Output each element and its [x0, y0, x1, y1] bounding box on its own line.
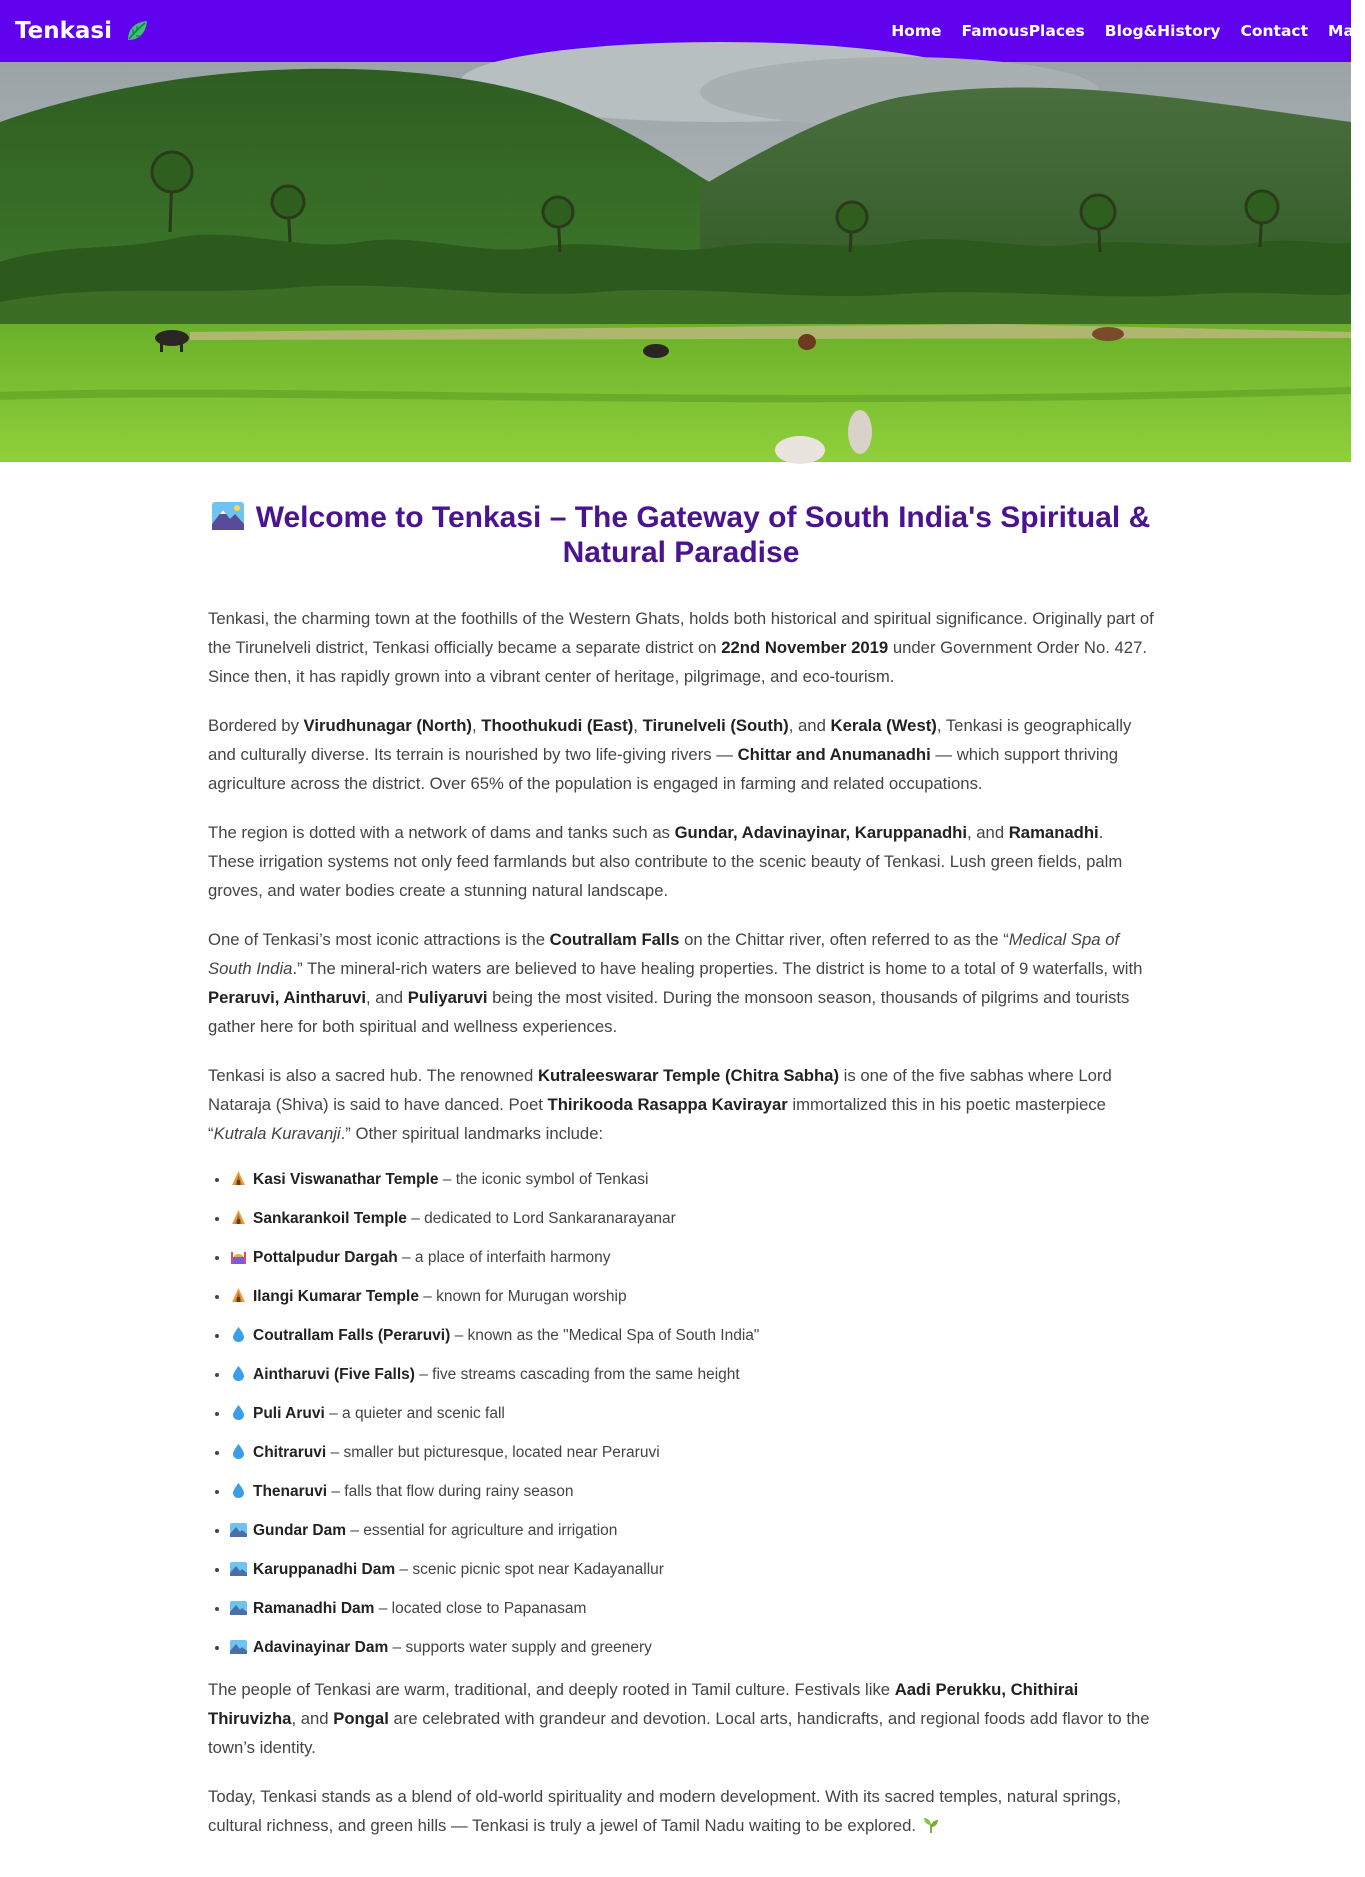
- temple-icon: [230, 1209, 247, 1226]
- temples-paragraph: Tenkasi is also a sacred hub. The renowned Kutraleeswarar Temple (Chitra Sabha) is one of the five sabhas where Lord Nataraja (Shiva) is said to have danced. Poet Thirikooda Rasappa Kavirayar immortalized this in his poetic masterpiece “Kutrala Kuravanji.” Other spiritual landmarks include:: [208, 1066, 1112, 1143]
- nav-blog-history[interactable]: Blog&History: [1104, 22, 1221, 40]
- list-item: • Gundar Dam – essential for agriculture and irrigation: [230, 1519, 1154, 1542]
- landscape-icon: [230, 1521, 247, 1538]
- closing-paragraph: Today, Tenkasi stands as a blend of old-world spirituality and modern development. With its sacred temples, natural springs, cultural richness, and green hills — Tenkasi is truly a jewel of Tamil Nadu waiting to be explored.: [208, 1787, 1122, 1835]
- droplet-icon: [230, 1326, 247, 1343]
- droplet-icon: [230, 1482, 247, 1499]
- list-item: • Chitraruvi – smaller but picturesque, located near Peraruvi: [230, 1441, 1154, 1464]
- list-item: • Coutrallam Falls (Peraruvi) – known as the "Medical Spa of South India": [230, 1324, 1154, 1347]
- list-item: • Puli Aruvi – a quieter and scenic fall: [230, 1402, 1154, 1425]
- landmarks-list: [208, 1168, 1154, 1659]
- falls-paragraph: One of Tenkasi’s most iconic attractions is the Coutrallam Falls on the Chittar river, often referred to as the “Medical Spa of South India.” The mineral-rich waters are believed to have healing properties. The district is home to a total of 9 waterfalls, with Peraruvi, Aintharuvi, and Puliyaruvi being the most visited. During the monsoon season, thousands of pilgrims and tourists gather here for both spiritual and wellness experiences.: [208, 930, 1143, 1036]
- list-item: • Thenaruvi – falls that flow during rainy season: [230, 1480, 1154, 1503]
- hero-image: [0, 62, 1351, 462]
- geography-paragraph: Bordered by Virudhunagar (North), Thoothukudi (East), Tirunelveli (South), and Kerala (West), Tenkasi is geographically and culturally diverse. Its terrain is nourished by two life-giving rivers — Chittar and Anumanadhi — which support thriving agriculture across the district. Over 65% of the population is engaged in farming and related occupations.: [208, 716, 1132, 793]
- brand-name[interactable]: Tenkasi: [15, 18, 112, 44]
- landscape-icon: [230, 1599, 247, 1616]
- landscape-icon: [230, 1638, 247, 1655]
- intro-paragraph: Tenkasi, the charming town at the foothills of the Western Ghats, holds both historical and spiritual significance. Originally part of the Tirunelveli district, Tenkasi officially became a separate district on 22nd November 2019 under Government Order No. 427. Since then, it has rapidly grown into a vibrant center of heritage, pilgrimage, and eco-tourism.: [208, 609, 1154, 686]
- nav-links: [871, 0, 1365, 62]
- droplet-icon: [230, 1404, 247, 1421]
- list-item: • Sankarankoil Temple – dedicated to Lord Sankaranarayanar: [230, 1207, 1154, 1230]
- dams-paragraph: The region is dotted with a network of dams and tanks such as Gundar, Adavinayinar, Karuppanadhi, and Ramanadhi. These irrigation systems not only feed farmlands but also contribute to the scenic beauty of Tenkasi. Lush green fields, palm groves, and water bodies create a stunning natural landscape.: [208, 823, 1123, 900]
- list-item: • Ilangi Kumarar Temple – known for Murugan worship: [230, 1285, 1154, 1308]
- nav-map[interactable]: Map: [1328, 22, 1365, 40]
- temple-icon: [230, 1287, 247, 1304]
- nav-famous-places[interactable]: FamousPlaces: [961, 22, 1085, 40]
- list-item: • Pottalpudur Dargah – a place of interfaith harmony: [230, 1246, 1154, 1269]
- mountain-landscape-icon: [212, 502, 244, 530]
- list-item: • Aintharuvi (Five Falls) – five streams cascading from the same height: [230, 1363, 1154, 1386]
- leaf-icon: [124, 18, 150, 44]
- mosque-icon: [230, 1248, 247, 1265]
- list-item: • Ramanadhi Dam – located close to Papanasam: [230, 1597, 1154, 1620]
- seedling-icon: [922, 1814, 940, 1832]
- droplet-icon: [230, 1365, 247, 1382]
- culture-paragraph: The people of Tenkasi are warm, traditional, and deeply rooted in Tamil culture. Festivals like Aadi Perukku, Chithirai Thiruvizha, and Pongal are celebrated with grandeur and devotion. Local arts, handicrafts, and regional foods add flavor to the town’s identity.: [208, 1680, 1150, 1757]
- temple-icon: [230, 1170, 247, 1187]
- brand[interactable]: [15, 0, 150, 62]
- list-item: • Kasi Viswanathar Temple – the iconic symbol of Tenkasi: [230, 1168, 1154, 1191]
- page-title-text: Welcome to Tenkasi – The Gateway of South India's Spiritual & Natural Paradise: [255, 501, 1151, 569]
- page-title: [208, 500, 1154, 570]
- nav-home[interactable]: Home: [891, 22, 942, 40]
- list-item: • Karuppanadhi Dam – scenic picnic spot near Kadayanallur: [230, 1558, 1154, 1581]
- list-item: • Adavinayinar Dam – supports water supply and greenery: [230, 1636, 1154, 1659]
- main-content: [208, 500, 1154, 1860]
- landscape-icon: [230, 1560, 247, 1577]
- nav-contact[interactable]: Contact: [1240, 22, 1309, 40]
- droplet-icon: [230, 1443, 247, 1460]
